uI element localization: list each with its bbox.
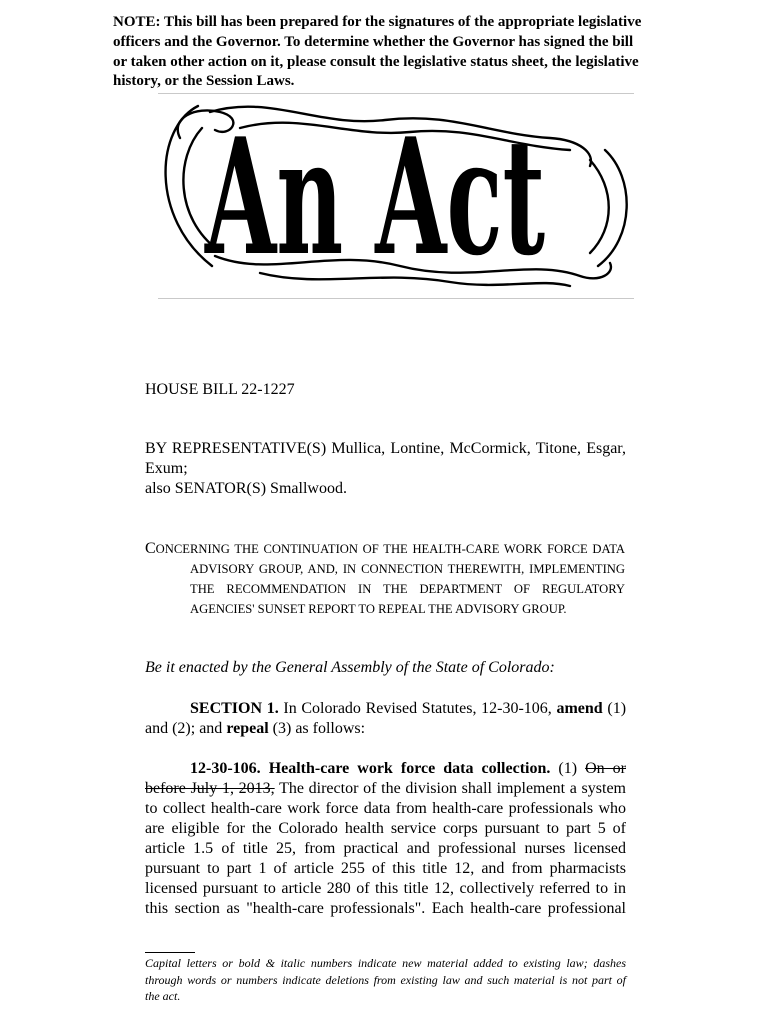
enacting-clause bbox=[145, 658, 555, 678]
statute-text: are eligible for the Colorado health service corps pursuant to part 5 of bbox=[145, 820, 626, 837]
section-text: (3) as follows: bbox=[272, 720, 366, 737]
bill-title-line bbox=[190, 559, 625, 579]
bill-title-text: ADVISORY GROUP, AND, IN CONNECTION THEREWITH, IMPLEMENTING bbox=[190, 562, 625, 576]
section-text: and (2); and bbox=[145, 720, 223, 737]
section-line bbox=[145, 719, 365, 739]
note-line bbox=[113, 13, 641, 33]
section-text: In Colorado Revised Statutes, 12-30-106, bbox=[283, 700, 552, 717]
deleted-text: before July 1, 2013, bbox=[145, 780, 275, 797]
note-text: history, or the Session Laws. bbox=[113, 72, 295, 89]
logo-text: An Act bbox=[203, 103, 546, 291]
statute-line bbox=[145, 779, 626, 799]
note-line bbox=[113, 72, 294, 92]
statute-text: to collect health-care work force data from health-care professionals who bbox=[145, 800, 626, 817]
subsection-number: (1) bbox=[558, 760, 578, 777]
section-text: (1) bbox=[607, 700, 627, 717]
statute-text: pursuant to part 1 of article 255 of this title 12, and from pharmacists bbox=[145, 860, 626, 877]
footnote-text: through words or numbers indicate deletions from existing law and such material is not part of bbox=[145, 972, 626, 987]
sponsor-text: also SENATOR(S) Smallwood. bbox=[145, 480, 347, 497]
statute-text: this section as "health-care professionals". Each health-care professional bbox=[145, 900, 626, 917]
bill-title-text: AGENCIES' SUNSET REPORT TO REPEAL THE ADVISORY GROUP. bbox=[190, 602, 567, 616]
bill-number-text: HOUSE BILL 22-1227 bbox=[145, 381, 295, 398]
statute-text: The director of the division shall implement a system bbox=[279, 780, 626, 797]
repeal-keyword: repeal bbox=[226, 720, 269, 737]
note-text: NOTE: This bill has been prepared for the signatures of the appropriate legislative bbox=[113, 14, 642, 30]
bill-number bbox=[145, 380, 295, 400]
an-act-logo bbox=[150, 98, 640, 292]
note-text: or taken other action on it, please consult the legislative status sheet, the legislative bbox=[113, 53, 639, 70]
statute-number: 12-30-106. bbox=[190, 760, 261, 777]
flourish-right-inner bbox=[590, 160, 609, 253]
statute-line bbox=[145, 839, 626, 859]
section-label: SECTION 1. bbox=[190, 700, 279, 717]
enacting-clause-text: Be it enacted by the General Assembly of the State of Colorado: bbox=[145, 659, 555, 676]
header-rule-top bbox=[158, 93, 634, 94]
footnote-text: Capital letters or bold & italic numbers indicate new material added to existing law; dashes bbox=[145, 956, 626, 970]
statute-line bbox=[145, 859, 626, 879]
footnote-line bbox=[145, 988, 626, 1005]
bill-title-text: THE RECOMMENDATION IN THE DEPARTMENT OF REGULATORY bbox=[190, 582, 625, 596]
sponsor-line bbox=[145, 459, 188, 479]
header-rule-bottom bbox=[158, 298, 634, 299]
statute-line bbox=[145, 819, 626, 839]
footnote-line bbox=[145, 972, 626, 989]
footnote-separator bbox=[145, 952, 195, 953]
statute-line bbox=[145, 799, 626, 819]
statute-catchline: Health-care work force data collection. bbox=[268, 760, 551, 777]
statute-line bbox=[145, 879, 626, 899]
deleted-text: On or bbox=[585, 760, 626, 777]
flourish-right-outer bbox=[598, 150, 627, 266]
note-line bbox=[113, 53, 639, 73]
footnote-line bbox=[145, 955, 626, 972]
statute-text: article 1.5 of title 25, from practical and professional nurses licensed bbox=[145, 840, 626, 857]
sponsor-line bbox=[145, 479, 347, 499]
statute-text: licensed pursuant to article 280 of this title 12, collectively referred to in bbox=[145, 880, 626, 897]
sponsor-text: BY REPRESENTATIVE(S) Mullica, Lontine, McCormick, Titone, Esgar, bbox=[145, 440, 626, 457]
sponsor-line bbox=[145, 439, 626, 459]
sponsor-text: Exum; bbox=[145, 460, 188, 477]
bill-title-text: CONCERNING THE CONTINUATION OF THE HEALTH-CARE WORK FORCE DATA bbox=[145, 540, 625, 557]
footnote-text: the act. bbox=[145, 989, 181, 1003]
statute-line bbox=[190, 759, 626, 779]
section-line bbox=[190, 699, 626, 719]
bill-title-line bbox=[145, 539, 625, 559]
bill-title-line bbox=[190, 599, 567, 619]
note-line bbox=[113, 33, 633, 53]
amend-keyword: amend bbox=[556, 700, 603, 717]
statute-line bbox=[145, 899, 626, 919]
note-text: officers and the Governor. To determine whether the Governor has signed the bill bbox=[113, 34, 634, 50]
bill-title-line bbox=[190, 579, 625, 599]
